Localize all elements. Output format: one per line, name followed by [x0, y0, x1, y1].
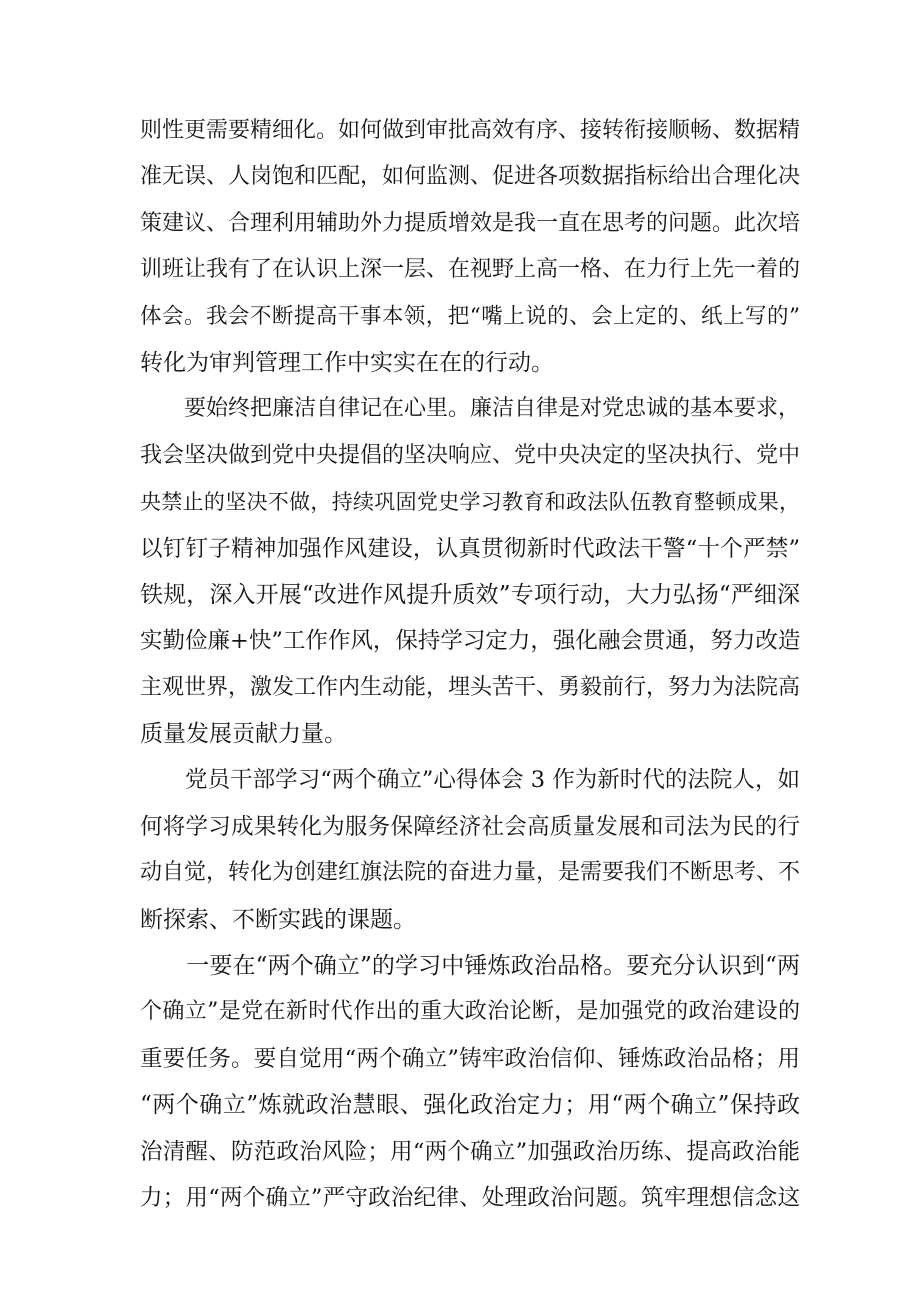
- text-line: 重要任务。要自觉用“两个确立”铸牢政治信仰、锤炼政治品格；用: [140, 1045, 800, 1072]
- paragraph-3: [140, 757, 800, 943]
- text-line: 力；用“两个确立”严守政治纪律、处理政治问题。筑牢理想信念这: [140, 1184, 800, 1211]
- document-body: [140, 108, 800, 1221]
- text-line: 策建议、合理利用辅助外力提质增效是我一直在思考的问题。此次培: [140, 210, 801, 236]
- text-line: 个确立”是党在新时代作出的重大政治论断，是加强党的政治建设的: [140, 999, 800, 1025]
- paragraph-2: [140, 386, 800, 757]
- text-line: 央禁止的坚决不做，持续巩固党史学习教育和政法队伍教育整顿成果，: [140, 490, 800, 515]
- text-line: 质量发展贡献力量。: [140, 721, 347, 748]
- text-line: 我会坚决做到党中央提倡的坚决响应、党中央决定的坚决执行、党中: [140, 442, 801, 468]
- text-line: 训班让我有了在认识上深一层、在视野上高一格、在力行上先一着的: [140, 257, 801, 283]
- text-line: 准无误、人岗饱和匹配，如何监测、促进各项数据指标给出合理化决: [140, 164, 801, 190]
- text-line: 断探索、不断实践的课题。: [140, 906, 416, 933]
- paragraph-4: [140, 943, 800, 1221]
- text-line: 何将学习成果转化为服务保障经济社会高质量发展和司法为民的行: [140, 813, 800, 840]
- text-line: 一要在“两个确立”的学习中锤炼政治品格。要充分认识到“两: [140, 953, 800, 980]
- text-line: 动自觉，转化为创建红旗法院的奋进力量，是需要我们不断思考、不: [140, 860, 801, 886]
- paragraph-1: [140, 108, 800, 386]
- text-line: 体会。我会不断提高干事本领，把“嘴上说的、会上定的、纸上写的”: [140, 303, 800, 329]
- text-line: 要始终把廉洁自律记在心里。廉洁自律是对党忠诚的基本要求，: [140, 396, 801, 422]
- text-line: 以钉钉子精神加强作风建设，认真贯彻新时代政法干警“十个严禁”: [140, 535, 800, 562]
- text-line: 主观世界，激发工作内生动能，埋头苦干、勇毅前行，努力为法院高: [140, 674, 801, 700]
- text-line: 实勤俭廉+快”工作作风，保持学习定力，强化融会贯通，努力改造: [140, 628, 801, 655]
- text-line: 铁规，深入开展“改进作风提升质效”专项行动，大力弘扬“严细深: [140, 581, 800, 608]
- text-line: 则性更需要精细化。如何做到审批高效有序、接转衔接顺畅、数据精: [140, 118, 801, 143]
- text-line: 治清醒、防范政治风险；用“两个确立”加强政治历练、提高政治能: [140, 1138, 800, 1165]
- text-line: “两个确立”炼就政治慧眼、强化政治定力；用“两个确立”保持政: [140, 1092, 800, 1119]
- text-line: 党员干部学习“两个确立”心得体会 3 作为新时代的法院人，如: [140, 767, 800, 794]
- text-line: 转化为审判管理工作中实实在在的行动。: [140, 349, 554, 376]
